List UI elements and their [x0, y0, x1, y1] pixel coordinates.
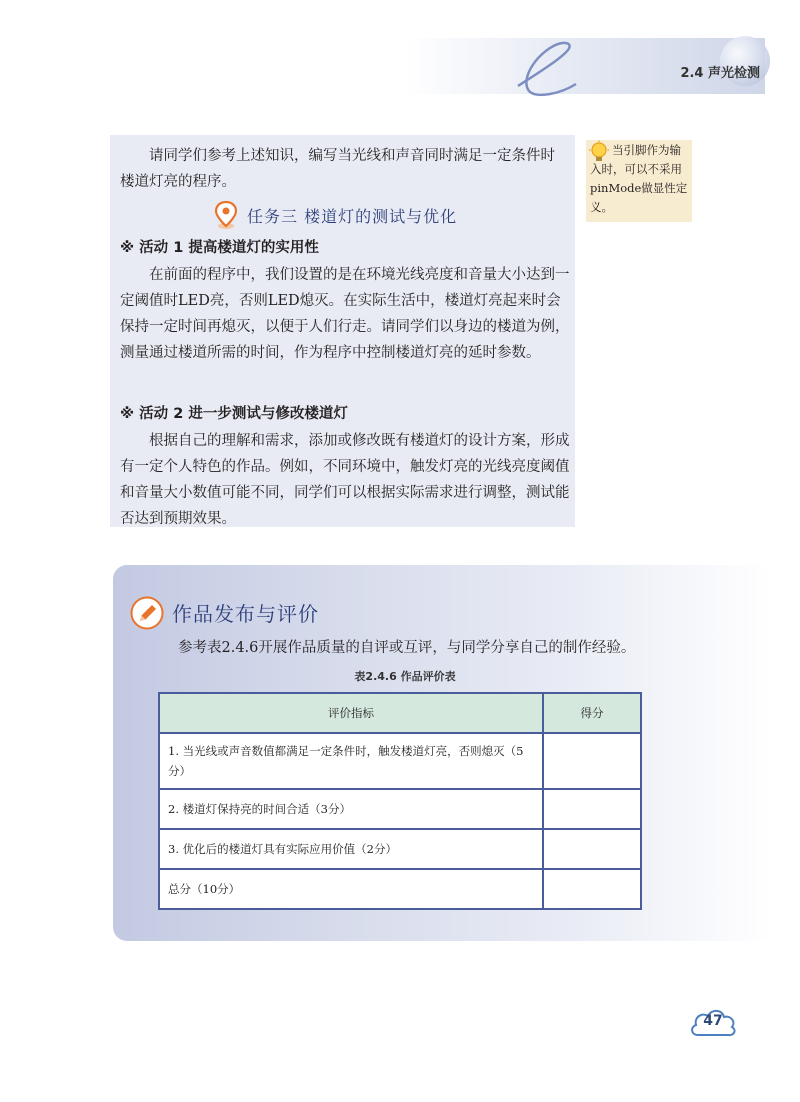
table-caption: 表2.4.6 作品评价表 [354, 670, 456, 683]
location-pin-icon [213, 200, 239, 230]
table-header-row [159, 693, 641, 733]
activity-2-heading: ※ 活动 2 进一步测试与修改楼道灯 [120, 406, 348, 422]
side-note-text: 当引脚作为输入时，可以不采用pinMode做显性定义。 [590, 143, 688, 214]
table-row [159, 733, 641, 789]
header-criteria: 评价指标 [159, 693, 543, 733]
activity-1-text: 在前面的程序中，我们设置的是在环境光线亮度和音量大小达到一定阈值时LED亮，否则LED熄灭。在实际生活中，楼道灯亮起来时会保持一定时间再熄灭，以便于人们行走。请同学们以身边的楼道为例，测量通过楼道所需的时间，作为程序中控制楼道灯亮的延时参数。 [120, 267, 570, 361]
header-score: 得分 [543, 693, 641, 733]
table-row [159, 869, 641, 909]
swirl-e-icon [510, 38, 580, 100]
task-heading [213, 200, 457, 230]
score-cell[interactable] [543, 869, 641, 909]
score-cell[interactable] [543, 789, 641, 829]
evaluation-intro: 参考表2.4.6开展作品质量的自评或互评，与同学分享自己的制作经验。 [178, 640, 636, 656]
page-number: 47 [703, 1013, 723, 1029]
score-cell[interactable] [543, 829, 641, 869]
evaluation-table [158, 692, 642, 910]
criteria-cell: 2. 楼道灯保持亮的时间合适（3分） [159, 789, 543, 829]
section-title: 2.4 声光检测 [680, 66, 760, 81]
intro-paragraph: 请同学们参考上述知识，编写当光线和声音同时满足一定条件时楼道灯亮的程序。 [120, 148, 555, 190]
score-cell[interactable] [543, 733, 641, 789]
pencil-icon [130, 596, 164, 630]
table-row [159, 789, 641, 829]
table-row [159, 829, 641, 869]
activity-1-heading: ※ 活动 1 提高楼道灯的实用性 [120, 240, 319, 256]
criteria-cell: 总分（10分） [159, 869, 543, 909]
criteria-cell: 1. 当光线或声音数值都满足一定条件时，触发楼道灯亮，否则熄灭（5分） [159, 733, 543, 789]
evaluation-title: 作品发布与评价 [172, 602, 319, 626]
task-title: 任务三 楼道灯的测试与优化 [247, 206, 458, 226]
criteria-cell: 3. 优化后的楼道灯具有实际应用价值（2分） [159, 829, 543, 869]
activity-2-text: 根据自己的理解和需求，添加或修改既有楼道灯的设计方案，形成有一定个人特色的作品。例如，不同环境中，触发灯亮的光线亮度阈值和音量大小数值可能不同，同学们可以根据实际需求进行调整，测试能否达到预期效果。 [120, 433, 570, 527]
